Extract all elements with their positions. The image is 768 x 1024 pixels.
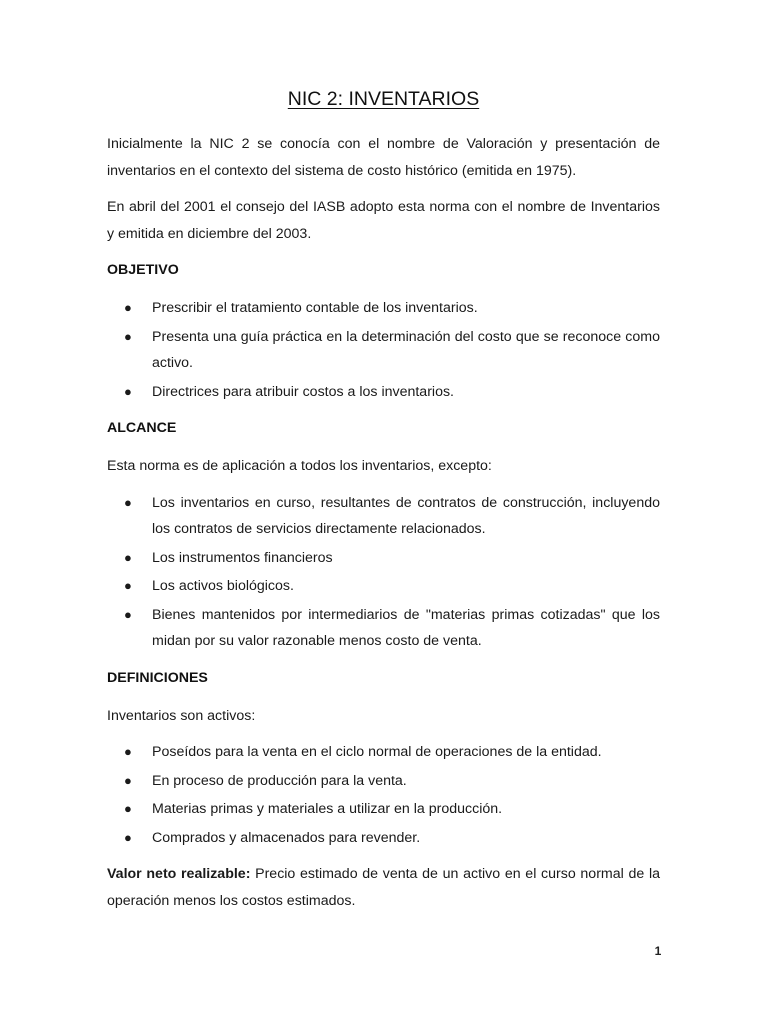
list-item-text: Directrices para atribuir costos a los inventarios. bbox=[152, 383, 454, 400]
alcance-intro: Esta norma es de aplicación a todos los inventarios, excepto: bbox=[107, 458, 492, 474]
list-item bbox=[107, 602, 660, 655]
list-item bbox=[107, 324, 660, 377]
list-item-text: Materias primas y materiales a utilizar en la producción. bbox=[152, 801, 503, 817]
list-item bbox=[107, 490, 660, 543]
objetivo-heading: OBJETIVO bbox=[107, 262, 179, 278]
list-item bbox=[107, 796, 660, 823]
bullet-icon: ● bbox=[124, 772, 132, 788]
bullet-icon: ● bbox=[124, 829, 132, 845]
list-item-text: En proceso de producción para la venta. bbox=[152, 772, 407, 789]
bullet-icon: ● bbox=[124, 549, 132, 565]
list-item-text: Los inventarios en curso, resultantes de contratos de construcción, incluyendo los contratos de servicios directamente relacionados. bbox=[152, 494, 660, 537]
bullet-icon: ● bbox=[124, 606, 132, 622]
page-title: NIC 2: INVENTARIOS bbox=[287, 88, 480, 110]
bullet-icon: ● bbox=[124, 578, 132, 593]
list-item-text: Prescribir el tratamiento contable de los inventarios. bbox=[152, 300, 478, 316]
list-item-text: Bienes mantenidos por intermediarios de "materias primas cotizadas" que los midan por su valor razonable menos costo de venta. bbox=[152, 606, 660, 649]
list-item bbox=[107, 739, 660, 766]
list-item bbox=[107, 379, 660, 406]
list-item-text: Comprados y almacenados para revender. bbox=[152, 829, 421, 846]
page-number: 1 bbox=[654, 944, 662, 958]
list-item bbox=[107, 573, 660, 600]
list-item-text: Los instrumentos financieros bbox=[152, 549, 333, 566]
bullet-icon: ● bbox=[124, 744, 132, 759]
definiciones-heading: DEFINICIONES bbox=[107, 669, 208, 686]
alcance-heading: ALCANCE bbox=[107, 420, 177, 436]
bullet-icon: ● bbox=[124, 383, 132, 399]
page-content bbox=[107, 88, 660, 924]
list-item-text: Poseídos para la venta en el ciclo normal de operaciones de la entidad. bbox=[152, 744, 602, 760]
list-item bbox=[107, 825, 660, 852]
list-item bbox=[107, 295, 660, 322]
definiciones-list bbox=[107, 739, 660, 851]
vnr-text: Precio estimado de venta de un activo en el curso normal de la operación menos los costos estimados. bbox=[107, 866, 660, 909]
bullet-icon: ● bbox=[124, 300, 132, 315]
bullet-icon: ● bbox=[124, 328, 132, 344]
intro-paragraph-2: En abril del 2001 el consejo del IASB adopto esta norma con el nombre de Inventarios y emitida en diciembre del 2003. bbox=[107, 199, 660, 242]
bullet-icon: ● bbox=[124, 801, 132, 816]
intro-paragraph-1: Inicialmente la NIC 2 se conocía con el nombre de Valoración y presentación de inventarios en el contexto del sistema de costo histórico (emitida en 1975). bbox=[107, 136, 660, 179]
bullet-icon: ● bbox=[124, 494, 132, 510]
list-item-text: Presenta una guía práctica en la determinación del costo que se reconoce como activo. bbox=[152, 328, 660, 371]
definiciones-intro: Inventarios son activos: bbox=[107, 707, 256, 724]
list-item bbox=[107, 768, 660, 795]
list-item-text: Los activos biológicos. bbox=[152, 578, 294, 594]
objetivo-list bbox=[107, 295, 660, 405]
vnr-definition bbox=[107, 861, 660, 914]
alcance-list bbox=[107, 490, 660, 655]
vnr-term: Valor neto realizable: bbox=[107, 866, 251, 882]
list-item bbox=[107, 545, 660, 572]
